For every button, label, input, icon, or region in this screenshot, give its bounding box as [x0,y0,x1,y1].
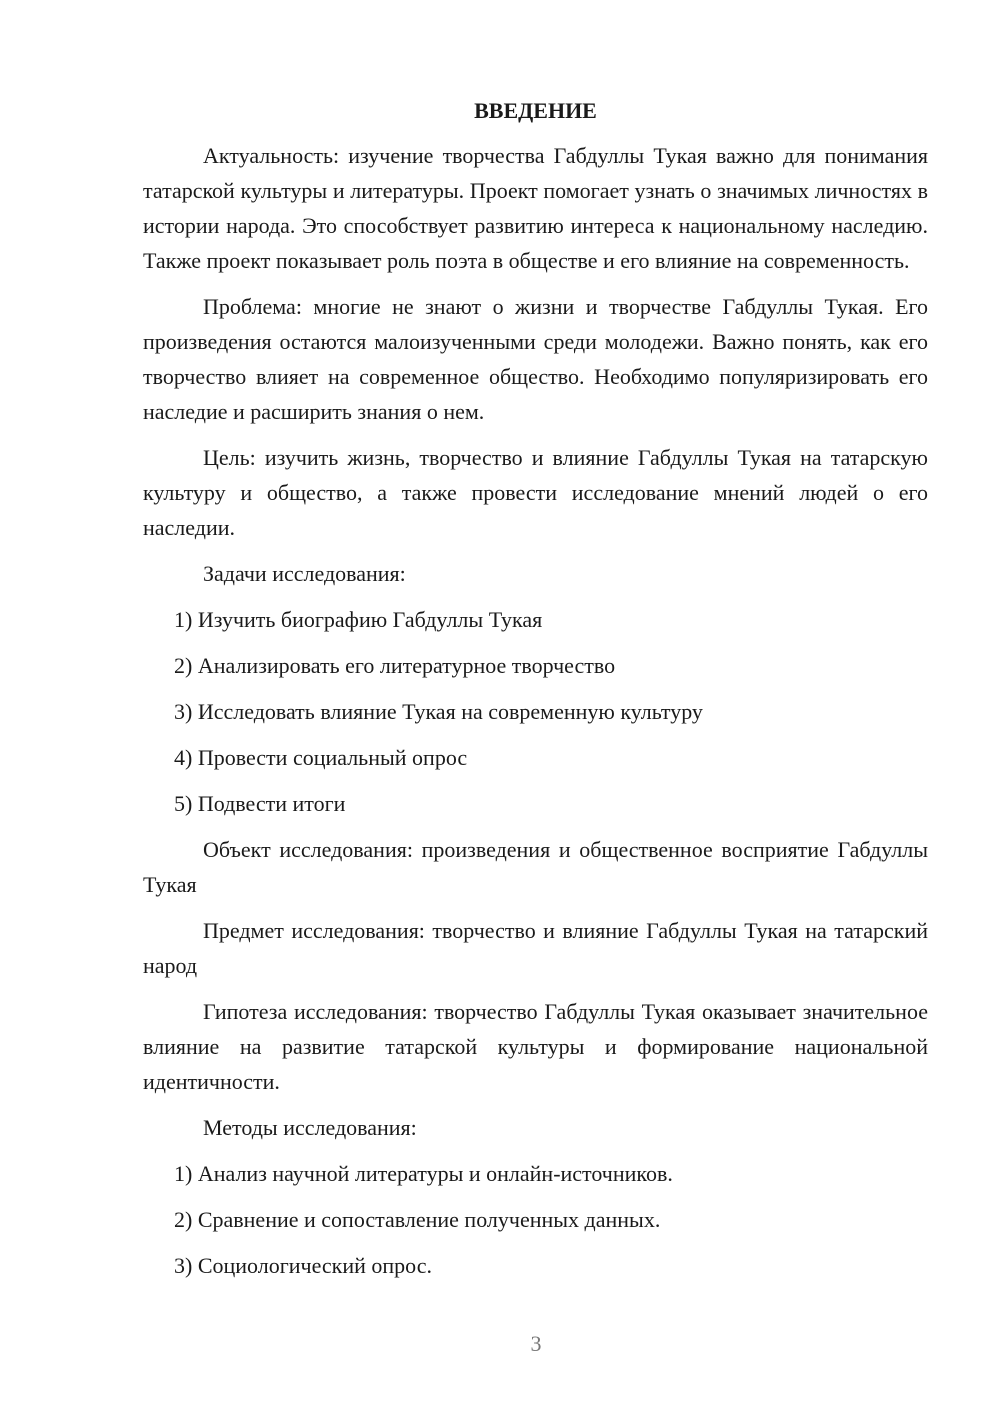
problem-paragraph: Проблема: многие не знают о жизни и творчестве Габдуллы Тукая. Его произведения остаются малоизученными среди молодежи. Важно понять, как его творчество влияет на современное общество. Необходимо популяризировать его наследие и расширить знания о нем. [143,294,928,424]
page-title: ВВЕДЕНИЕ [474,98,597,123]
method-item-2: 2) Сравнение и сопоставление полученных данных. [174,1207,661,1232]
method-item-1: 1) Анализ научной литературы и онлайн-источников. [174,1161,673,1186]
goal-paragraph: Цель: изучить жизнь, творчество и влияние Габдуллы Тукая на татарскую культуру и общество, а также провести исследование мнений людей о его наследии. [143,445,928,540]
task-item-2: 2) Анализировать его литературное творчество [174,653,616,678]
task-item-4: 4) Провести социальный опрос [174,745,468,770]
methods-heading: Методы исследования: [203,1115,417,1140]
task-item-1: 1) Изучить биографию Габдуллы Тукая [174,607,543,632]
object-paragraph: Объект исследования: произведения и общественное восприятие Габдуллы Тукая [143,837,928,897]
page-number: 3 [530,1331,542,1356]
document-body [143,96,928,1294]
task-item-5: 5) Подвести итоги [174,791,346,816]
hypothesis-paragraph: Гипотеза исследования: творчество Габдуллы Тукая оказывает значительное влияние на развитие татарской культуры и формирование национальной идентичности. [143,999,928,1094]
task-item-3: 3) Исследовать влияние Тукая на современную культуру [174,699,703,724]
subject-paragraph: Предмет исследования: творчество и влияние Габдуллы Тукая на татарский народ [143,918,928,978]
method-item-3: 3) Социологический опрос. [174,1253,432,1278]
tasks-heading: Задачи исследования: [203,561,406,586]
relevance-paragraph: Актуальность: изучение творчества Габдуллы Тукая важно для понимания татарской культуры и литературы. Проект помогает узнать о значимых личностях в истории народа. Это способствует развитию интереса к национальному наследию. Также проект показывает роль поэта в обществе и его влияние на современность. [143,143,928,273]
